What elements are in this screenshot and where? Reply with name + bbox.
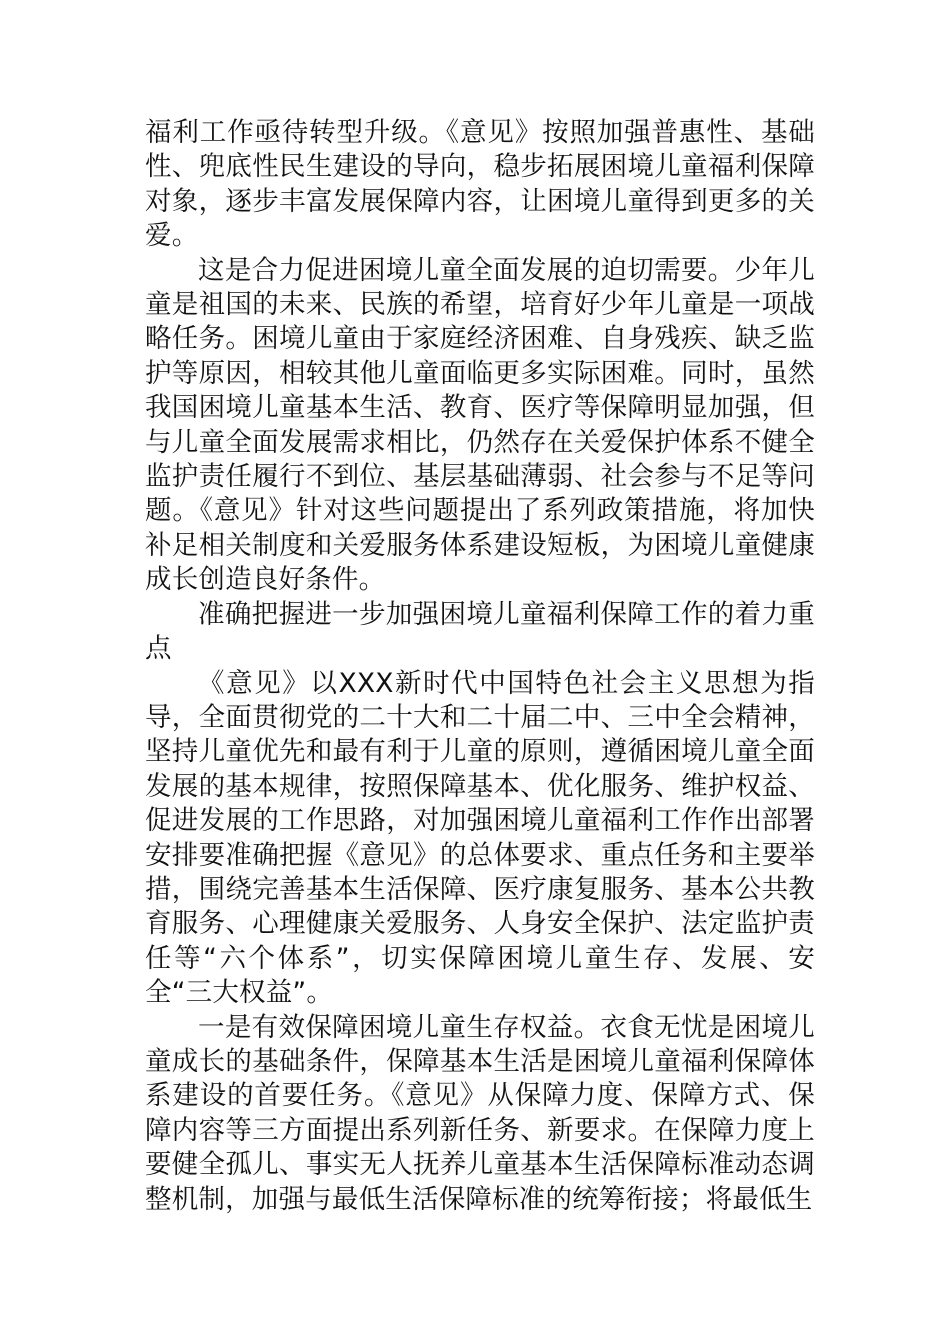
paragraph-2: 这是合力促进困境儿童全面发展的迫切需要。少年儿童是祖国的未来、民族的希望，培育好少年儿童是一项战略任务。困境儿童由于家庭经济困难、自身残疾、缺乏监护等原因，相较其他儿童面临更多实际困难。同时，虽然我国困境儿童基本生活、教育、医疗等保障明显加强，但与儿童全面发展需求相比，仍然存在关爱保护体系不健全监护责任履行不到位、基层基础薄弱、社会参与不足等问题。《意见》针对这些问题提出了系列政策措施，将加快补足相关制度和关爱服务体系建设短板，为困境儿童健康成长创造良好条件。 (145, 254, 815, 596)
document-body (145, 116, 815, 1217)
section-heading: 准确把握进一步加强困境儿童福利保障工作的着力重点 (145, 598, 815, 665)
paragraph-1: 福利工作亟待转型升级。《意见》按照加强普惠性、基础性、兜底性民生建设的导向，稳步拓展困境儿童福利保障对象，逐步丰富发展保障内容，让困境儿童得到更多的关爱。 (145, 117, 815, 252)
paragraph-3: 《意见》以XXX新时代中国特色社会主义思想为指导，全面贯彻党的二十大和二十届二中、三中全会精神，坚持儿童优先和最有利于儿童的原则，遵循困境儿童全面发展的基本规律，按照保障基本、优化服务、维护权益、促进发展的工作思路，对加强困境儿童福利工作作出部署安排要准确把握《意见》的总体要求、重点任务和主要举措，围绕完善基本生活保障、医疗康复服务、基本公共教育服务、心理健康关爱服务、人身安全保护、法定监护责任等“六个体系”，切实保障困境儿童生存、发展、安全“三大权益”。 (145, 667, 815, 1009)
paragraph-4: 一是有效保障困境儿童生存权益。衣食无忧是困境儿童成长的基础条件，保障基本生活是困境儿童福利保障体系建设的首要任务。《意见》从保障力度、保障方式、保障内容等三方面提出系列新任务、新要求。在保障力度上要健全孤儿、事实无人抚养儿童基本生活保障标准动态调整机制，加强与最低生活保障标准的统筹衔接；将最低生 (145, 1011, 815, 1215)
